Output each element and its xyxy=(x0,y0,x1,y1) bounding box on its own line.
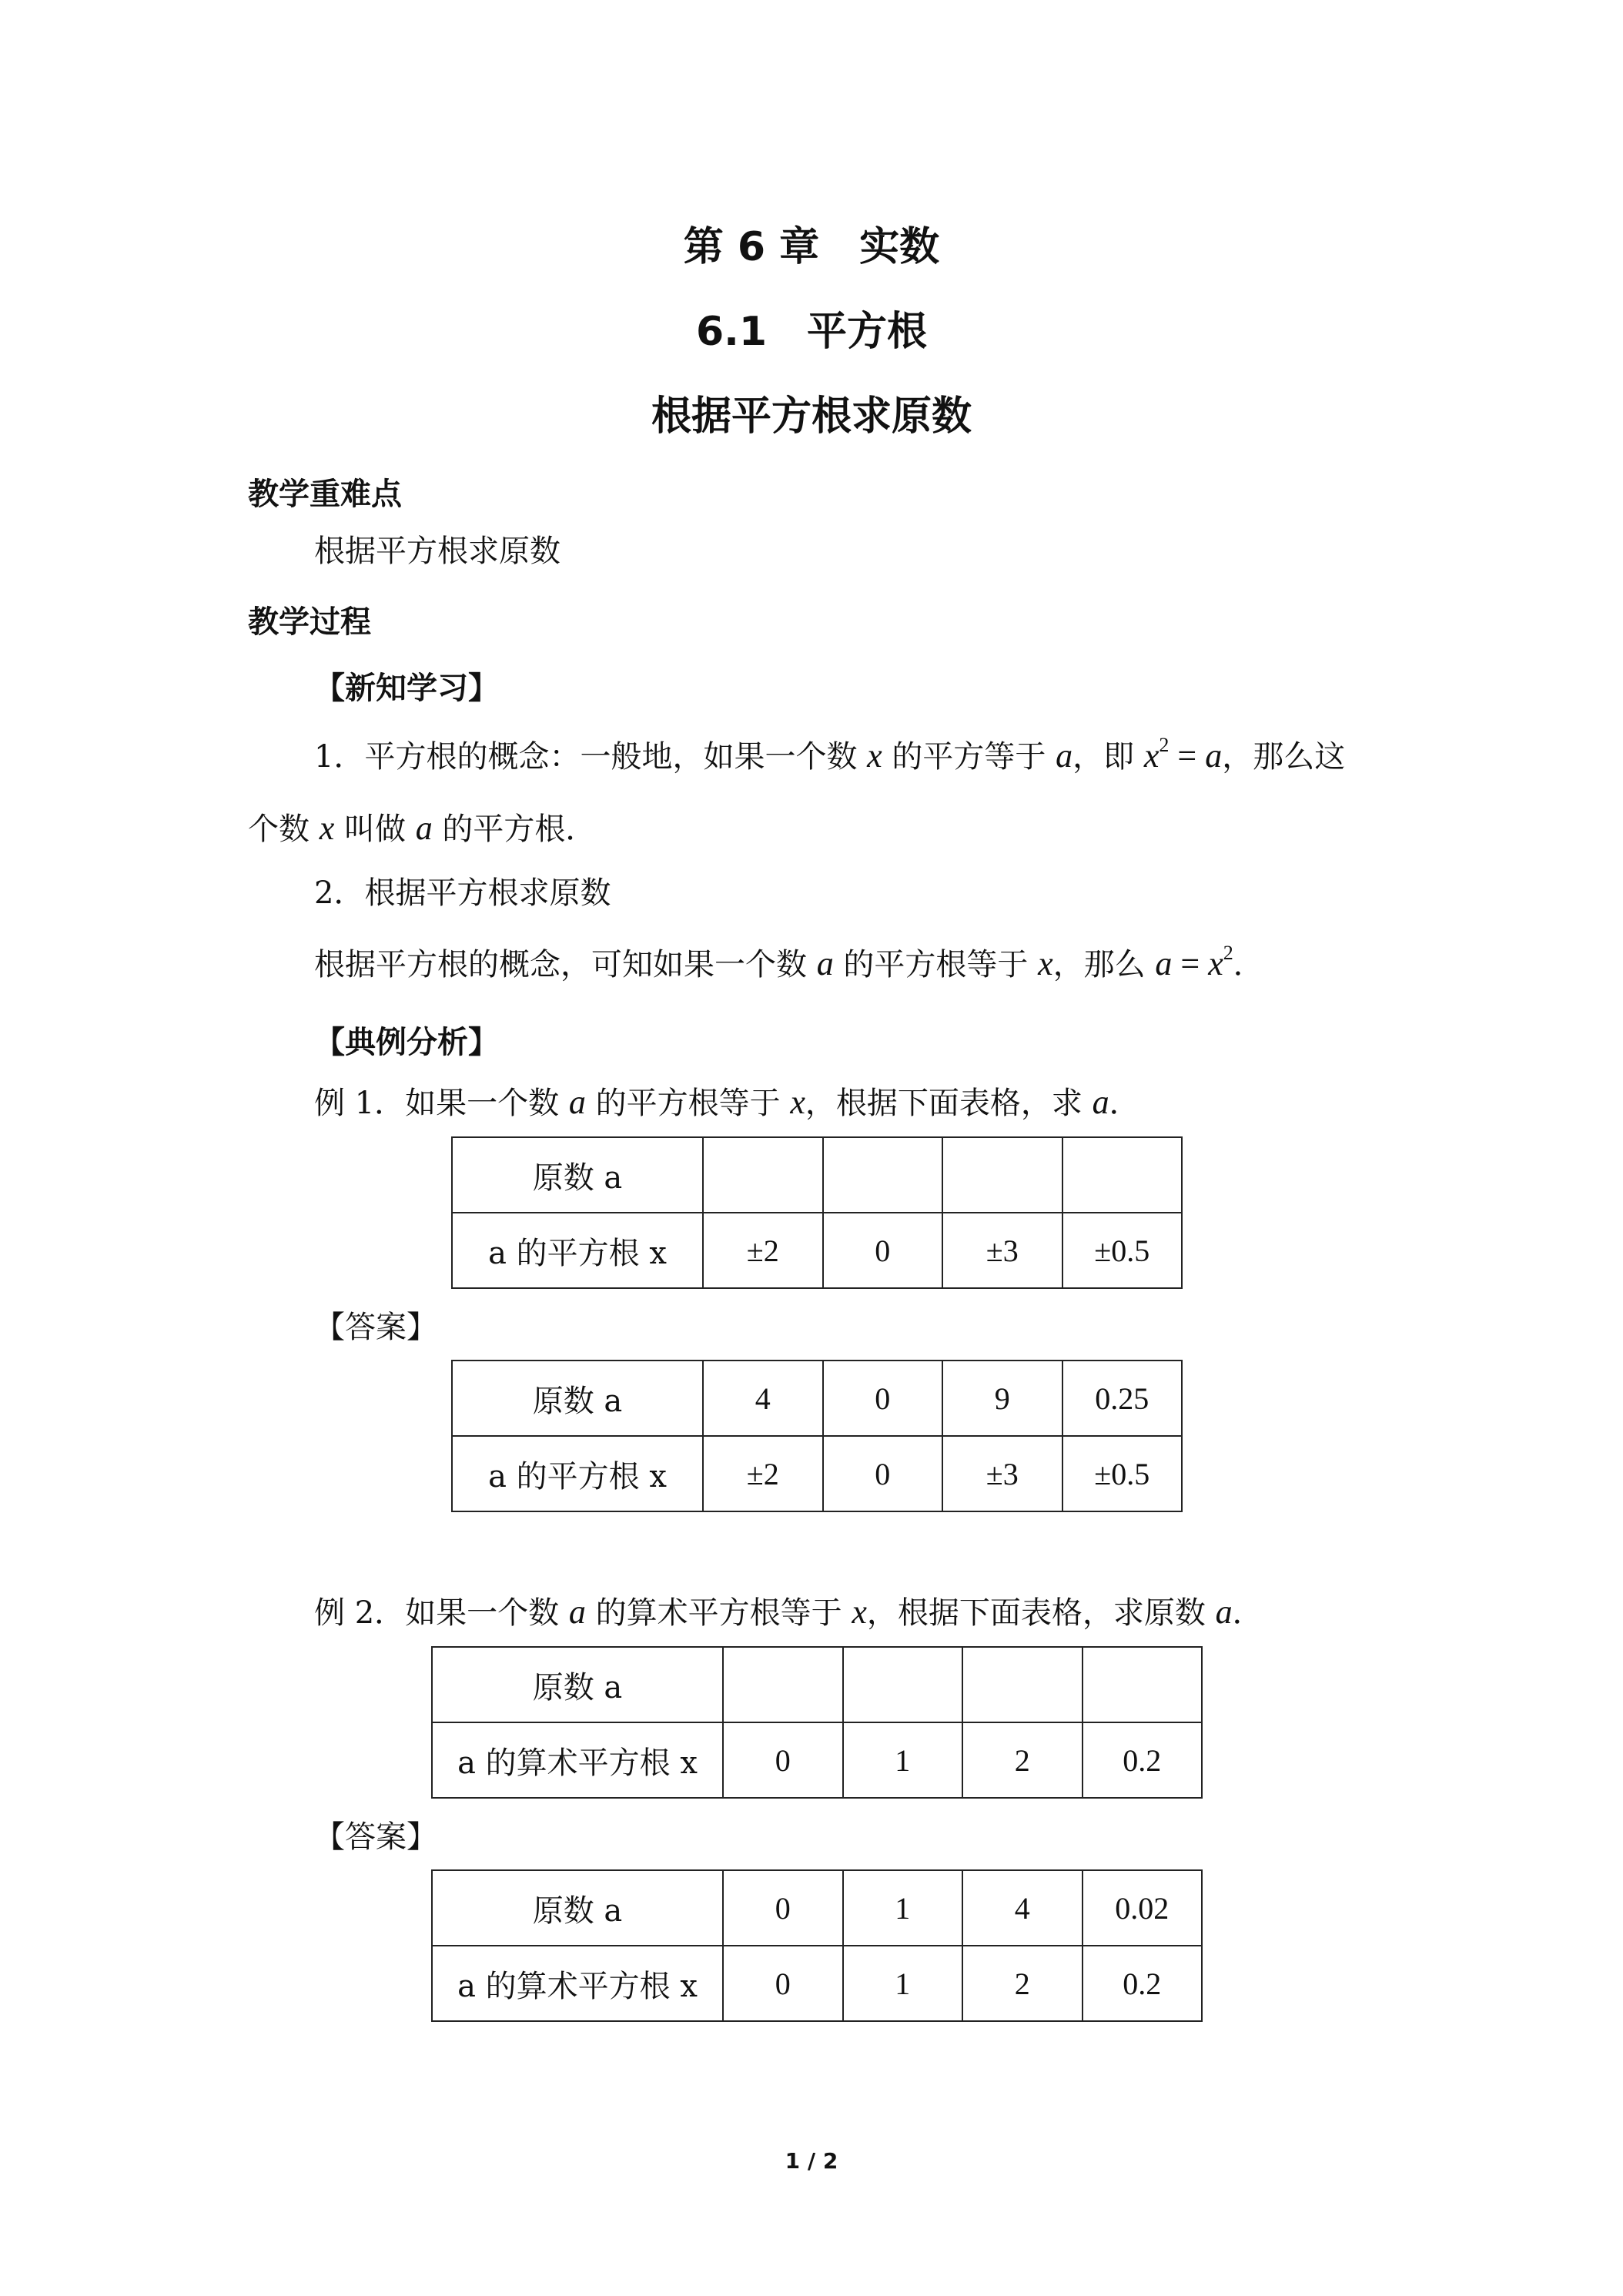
table-cell: 1 xyxy=(843,1722,963,1798)
table-cell: 0.02 xyxy=(1083,1870,1203,1946)
table-row xyxy=(432,1647,1202,1722)
item-2-text: 根据平方根的概念，可知如果一个数 a 的平方根等于 x，那么 $a = x^2$． xyxy=(314,942,1264,982)
table-cell: ±0.5 xyxy=(1062,1213,1183,1288)
table-cell: 0 xyxy=(823,1213,943,1288)
row-label-original: 原数 a xyxy=(432,1647,723,1722)
table-cell: 0.2 xyxy=(1083,1722,1203,1798)
new-knowledge-heading: 【新知学习】 xyxy=(314,671,499,706)
example-1-question: 例 1．如果一个数 a 的平方根等于 x，根据下面表格，求 a． xyxy=(314,1083,1140,1121)
table-cell: ±2 xyxy=(703,1436,823,1511)
process-heading: 教学过程 xyxy=(248,604,371,640)
concept-line-2: 个数 x 叫做 a 的平方根． xyxy=(248,809,597,847)
table-cell-empty xyxy=(843,1647,963,1722)
example-1-answer-label: 【答案】 xyxy=(314,1310,437,1345)
table-cell: 0.25 xyxy=(1062,1361,1183,1436)
table-cell-empty xyxy=(1083,1647,1203,1722)
table-row xyxy=(452,1436,1182,1511)
example-1-answer-table xyxy=(451,1360,1183,1512)
key-points-text: 根据平方根求原数 xyxy=(314,534,561,569)
table-cell: ±0.5 xyxy=(1062,1436,1183,1511)
table-cell: 2 xyxy=(962,1722,1083,1798)
table-cell-empty xyxy=(823,1137,943,1213)
table-cell: 9 xyxy=(942,1361,1062,1436)
table-cell-empty xyxy=(703,1137,823,1213)
row-label-arith-root: a 的算术平方根 x xyxy=(432,1722,723,1798)
table-row xyxy=(452,1213,1182,1288)
key-points-heading: 教学重难点 xyxy=(248,477,402,512)
item-2-title: 2．根据平方根求原数 xyxy=(314,875,611,911)
table-cell: 0 xyxy=(723,1870,843,1946)
table-cell: 4 xyxy=(962,1870,1083,1946)
section-title: 6.1 平方根 xyxy=(695,309,928,355)
table-cell: 0 xyxy=(723,1946,843,2021)
table-cell-empty xyxy=(962,1647,1083,1722)
row-label-original: 原数 a xyxy=(432,1870,723,1946)
row-label-original: 原数 a xyxy=(452,1137,703,1213)
table-cell-empty xyxy=(723,1647,843,1722)
table-cell: ±3 xyxy=(942,1213,1062,1288)
table-row xyxy=(432,1722,1202,1798)
table-cell: ±2 xyxy=(703,1213,823,1288)
examples-heading: 【典例分析】 xyxy=(314,1025,499,1060)
table-cell: ±3 xyxy=(942,1436,1062,1511)
table-cell: 1 xyxy=(843,1870,963,1946)
table-row xyxy=(432,1870,1202,1946)
row-label-root: a 的平方根 x xyxy=(452,1436,703,1511)
table-cell-empty xyxy=(1062,1137,1183,1213)
row-label-root: a 的平方根 x xyxy=(452,1213,703,1288)
table-cell: 2 xyxy=(962,1946,1083,2021)
page-number: 1 / 2 xyxy=(785,2148,838,2174)
row-label-original: 原数 a xyxy=(452,1361,703,1436)
row-label-arith-root: a 的算术平方根 x xyxy=(432,1946,723,2021)
table-cell: 0 xyxy=(823,1436,943,1511)
table-cell-empty xyxy=(942,1137,1062,1213)
lesson-title: 根据平方根求原数 xyxy=(651,393,972,440)
table-cell: 1 xyxy=(843,1946,963,2021)
table-cell: 0.2 xyxy=(1083,1946,1203,2021)
example-2-answer-label: 【答案】 xyxy=(314,1819,437,1855)
table-cell: 4 xyxy=(703,1361,823,1436)
example-2-answer-table xyxy=(431,1869,1203,2022)
example-2-table xyxy=(431,1646,1203,1799)
chapter-title: 第 6 章 实数 xyxy=(683,224,940,270)
table-row xyxy=(452,1137,1182,1213)
table-cell: 0 xyxy=(823,1361,943,1436)
table-row xyxy=(432,1946,1202,2021)
table-cell: 0 xyxy=(723,1722,843,1798)
example-1-table xyxy=(451,1136,1183,1289)
example-2-question: 例 2．如果一个数 a 的算术平方根等于 x，根据下面表格，求原数 a． xyxy=(314,1593,1263,1631)
table-row xyxy=(452,1361,1182,1436)
concept-line-1: 1．平方根的概念：一般地，如果一个数 x 的平方等于 a，即 $x^2 = a$，那么这 xyxy=(314,734,1346,775)
